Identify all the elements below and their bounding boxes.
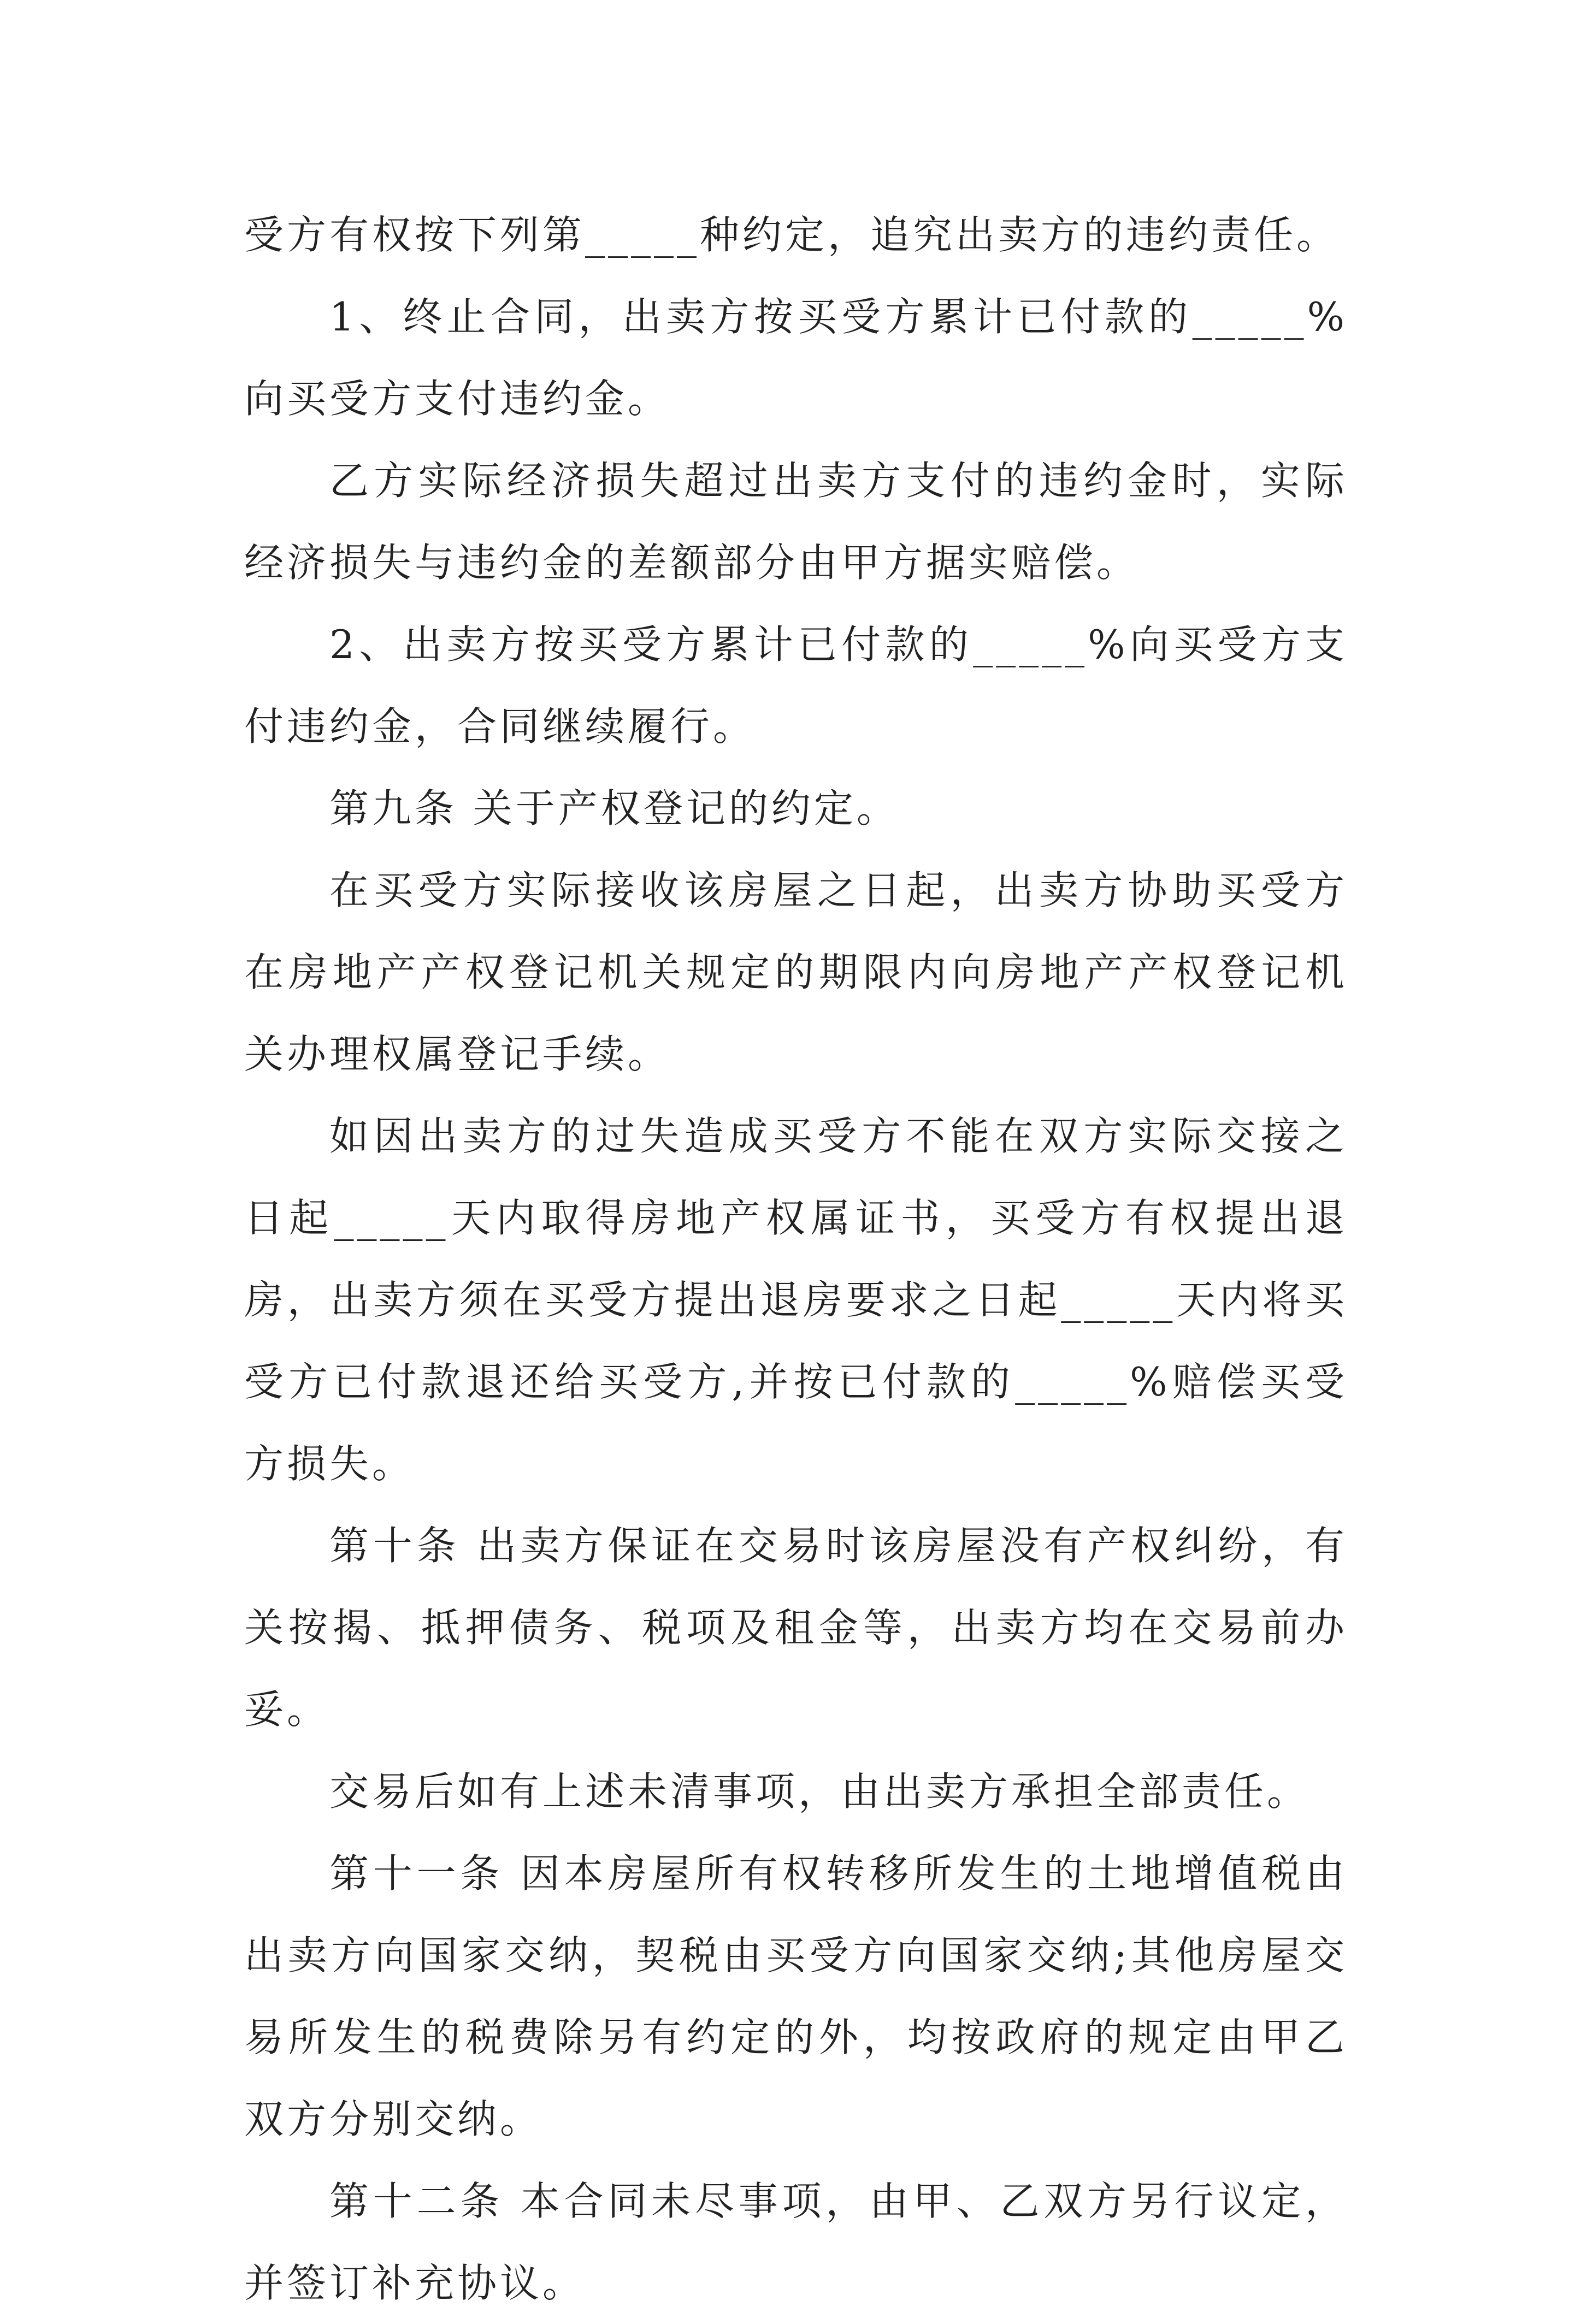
paragraph-compensation: 乙方实际经济损失超过出卖方支付的违约金时，实际经济损失与违约金的差额部分由甲方据实赔偿。 (244, 458, 1348, 586)
article-10: 第十条 出卖方保证在交易时该房屋没有产权纠纷，有关按揭、抵押债务、税项及租金等，出卖方均在交易前办妥。 (244, 1523, 1348, 1732)
paragraph-clause-1: 1、终止合同，出卖方按买受方累计已付款的_____%向买受方支付违约金。 (244, 294, 1348, 422)
paragraph-refund: 如因出卖方的过失造成买受方不能在双方实际交接之日起_____天内取得房地产权属证书，买受方有权提出退房，出卖方须在买受方提出退房要求之日起_____天内将买受方已付款退还给买受方,并按已付款的_____%赔偿买受方损失。 (244, 1113, 1348, 1487)
paragraph-clause-2: 2、出卖方按买受方累计已付款的_____%向买受方支付违约金，合同继续履行。 (244, 622, 1348, 749)
paragraph-responsibility: 交易后如有上述未清事项，由出卖方承担全部责任。 (329, 1769, 1310, 1814)
contract-body (244, 194, 1348, 2324)
article-11: 第十一条 因本房屋所有权转移所发生的土地增值税由出卖方向国家交纳，契税由买受方向国家交纳;其他房屋交易所发生的税费除另有约定的外，均按政府的规定由甲乙双方分别交纳。 (244, 1850, 1348, 2142)
paragraph-continuation: 受方有权按下列第_____种约定，追究出卖方的违约责任。 (244, 212, 1340, 258)
article-12: 第十二条 本合同未尽事项，由甲、乙双方另行议定，并签订补充协议。 (244, 2178, 1348, 2306)
article-9-heading: 第九条 关于产权登记的约定。 (329, 785, 899, 831)
paragraph-registration: 在买受方实际接收该房屋之日起，出卖方协助买受方在房地产产权登记机关规定的期限内向房地产产权登记机关办理权属登记手续。 (244, 867, 1348, 1077)
